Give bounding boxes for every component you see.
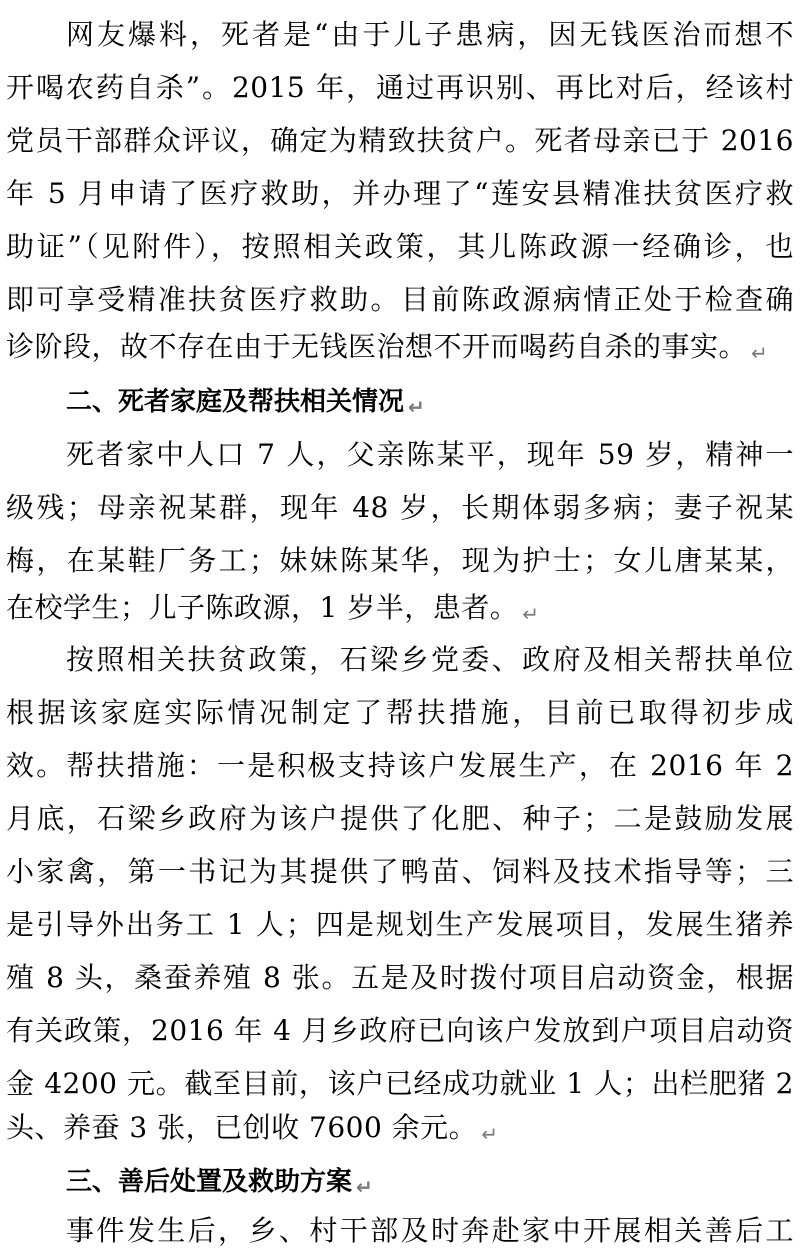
- body-text-line: 按照相关扶贫政策，石梁乡党委、政府及相关帮扶单位: [66, 643, 794, 676]
- section-heading: [66, 1160, 794, 1204]
- body-text-line: 开喝农药自杀”。2015 年，通过再识别、再比对后，经该村: [6, 71, 794, 104]
- paragraph-mark-icon: ↵: [481, 1122, 499, 1146]
- body-text-line: 梅，在某鞋厂务工；妹妹陈某华，现为护士；女儿唐某某，: [6, 544, 794, 577]
- paragraph-last-line: [6, 325, 794, 369]
- body-text-line: 事件发生后，乡、村干部及时奔赴家中开展相关善后工: [66, 1214, 794, 1247]
- heading-text: 三、善后处置及救助方案: [66, 1167, 353, 1197]
- body-text-line: 殖 8 头，桑蚕养殖 8 张。五是及时拨付项目启动资金，根据: [6, 961, 794, 994]
- body-text-line: 根据该家庭实际情况制定了帮扶措施，目前已取得初步成: [6, 696, 794, 729]
- body-text-line: 网友爆料，死者是“由于儿子患病，因无钱医治而想不: [66, 18, 794, 51]
- body-text: 在校学生；儿子陈政源，1 岁半，患者。: [6, 591, 519, 624]
- section-heading: [66, 380, 794, 424]
- paragraph-mark-icon: ↵: [356, 1175, 373, 1199]
- paragraph-mark-icon: ↵: [522, 602, 540, 626]
- body-text-line: 党员干部群众评议，确定为精致扶贫户。死者母亲已于 2016: [6, 124, 794, 157]
- body-text-line: 金 4200 元。截至目前，该户已经成功就业 1 人；出栏肥猪 2: [6, 1067, 794, 1100]
- body-text-line: 有关政策，2016 年 4 月乡政府已向该户发放到户项目启动资: [6, 1014, 794, 1047]
- body-text-line: 死者家中人口 7 人，父亲陈某平，现年 59 岁，精神一: [66, 438, 794, 471]
- body-text-line: 年 5 月申请了医疗救助，并办理了“莲安县精准扶贫医疗救: [6, 177, 794, 210]
- paragraph-last-line: [6, 586, 794, 630]
- body-text-line: 是引导外出务工 1 人；四是规划生产发展项目，发展生猪养: [6, 908, 794, 941]
- body-text-line: 小家禽，第一书记为其提供了鸭苗、饲料及技术指导等；三: [6, 855, 794, 888]
- body-text-line: 效。帮扶措施：一是积极支持该户发展生产，在 2016 年 2: [6, 749, 794, 782]
- paragraph-mark-icon: ↵: [408, 395, 425, 419]
- body-text: 头、养蚕 3 张，已创收 7600 余元。: [6, 1111, 478, 1144]
- body-text-line: 月底，石梁乡政府为该户提供了化肥、种子；二是鼓励发展: [6, 802, 794, 835]
- body-text: 诊阶段，故不存在由于无钱医治想不开而喝药自杀的事实。: [6, 330, 748, 363]
- body-text-line: 即可享受精准扶贫医疗救助。目前陈政源病情正处于检查确: [6, 283, 794, 316]
- heading-text: 二、死者家庭及帮扶相关情况: [66, 387, 405, 417]
- paragraph-mark-icon: ↵: [751, 341, 769, 365]
- body-text-line: 助证”（见附件），按照相关政策，其儿陈政源一经确诊，也: [6, 230, 794, 263]
- body-text-line: 级残；母亲祝某群，现年 48 岁，长期体弱多病；妻子祝某: [6, 491, 794, 524]
- paragraph-last-line: [6, 1106, 794, 1150]
